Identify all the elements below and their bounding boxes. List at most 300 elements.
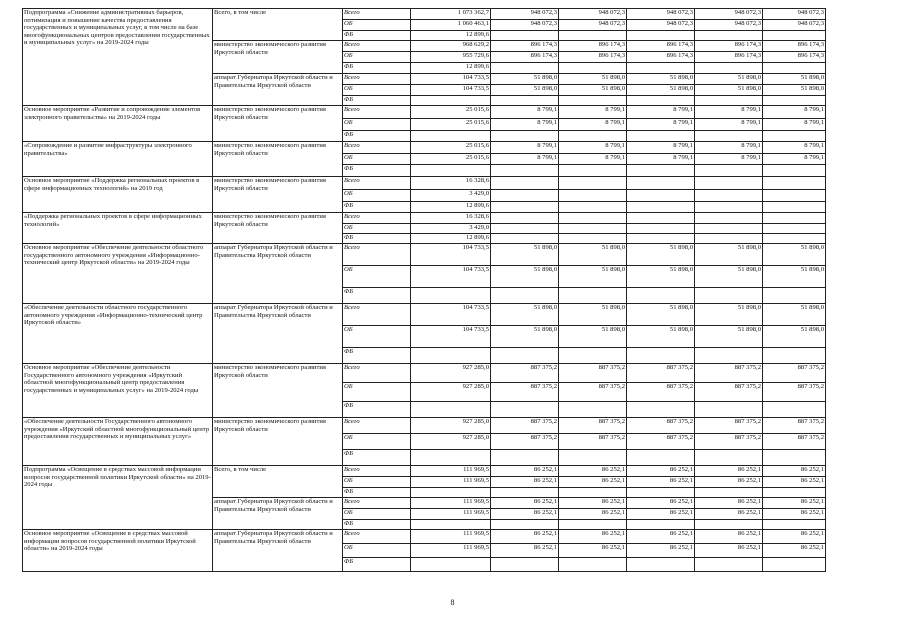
amount-cell: 86 252,1 — [491, 477, 559, 488]
amount-cell — [627, 558, 695, 572]
amount-cell: 86 252,1 — [695, 498, 763, 509]
amount-cell: 955 729,6 — [411, 52, 491, 63]
amount-cell: 51 898,0 — [559, 244, 627, 266]
funding-source-cell: ОБ — [343, 85, 411, 96]
funding-source-cell: Всего — [343, 304, 411, 326]
amount-cell — [627, 488, 695, 498]
funding-source-cell: ФБ — [343, 31, 411, 41]
amount-cell: 927 285,0 — [411, 434, 491, 450]
amount-cell: 51 898,0 — [559, 326, 627, 348]
executor-cell: аппарат Губернатора Иркутской области и Правительства Иркутской области — [213, 498, 343, 530]
amount-cell: 8 799,1 — [559, 106, 627, 119]
amount-cell — [695, 202, 763, 213]
amount-cell: 51 898,0 — [763, 266, 826, 288]
amount-cell: 51 898,0 — [627, 74, 695, 85]
amount-cell — [627, 288, 695, 304]
funding-source-cell: ФБ — [343, 520, 411, 530]
amount-cell: 8 799,1 — [491, 154, 559, 165]
amount-cell: 86 252,1 — [559, 498, 627, 509]
amount-cell: 896 174,3 — [559, 41, 627, 52]
executor-cell: аппарат Губернатора Иркутской области и Правительства Иркутской области — [213, 530, 343, 572]
amount-cell: 86 252,1 — [695, 530, 763, 544]
executor-cell: аппарат Губернатора Иркутской области и Правительства Иркутской области — [213, 244, 343, 304]
amount-cell: 86 252,1 — [627, 498, 695, 509]
amount-cell: 12 899,6 — [411, 31, 491, 41]
executor-cell: министерство экономического развития Иркутской области — [213, 106, 343, 142]
amount-cell: 8 799,1 — [559, 142, 627, 154]
amount-cell: 887 375,2 — [763, 434, 826, 450]
amount-cell — [763, 558, 826, 572]
amount-cell — [559, 131, 627, 142]
table-row — [23, 304, 826, 326]
funding-source-cell: ОБ — [343, 326, 411, 348]
amount-cell: 887 375,2 — [627, 364, 695, 383]
amount-cell: 8 799,1 — [491, 119, 559, 131]
amount-cell — [695, 177, 763, 190]
amount-cell: 927 285,0 — [411, 364, 491, 383]
amount-cell — [491, 348, 559, 364]
amount-cell — [491, 131, 559, 142]
amount-cell — [559, 558, 627, 572]
amount-cell — [491, 288, 559, 304]
amount-cell — [627, 224, 695, 234]
amount-cell: 51 898,0 — [627, 326, 695, 348]
amount-cell — [627, 213, 695, 224]
amount-cell: 51 898,0 — [763, 304, 826, 326]
amount-cell: 12 899,6 — [411, 234, 491, 244]
program-name-cell: Основное мероприятие «Освещение в средствах массовой информации вопросов государственной политики Иркутской области» на 2019-2024 годы — [23, 530, 213, 572]
executor-cell: министерство экономического развития Иркутской области — [213, 142, 343, 177]
amount-cell: 25 015,6 — [411, 106, 491, 119]
amount-cell: 8 799,1 — [491, 142, 559, 154]
amount-cell — [763, 224, 826, 234]
amount-cell — [559, 96, 627, 106]
funding-source-cell: ФБ — [343, 131, 411, 142]
amount-cell — [559, 288, 627, 304]
funding-source-cell: ФБ — [343, 450, 411, 466]
amount-cell: 86 252,1 — [491, 498, 559, 509]
amount-cell: 51 898,0 — [559, 304, 627, 326]
amount-cell: 887 375,2 — [491, 364, 559, 383]
amount-cell — [763, 488, 826, 498]
amount-cell — [559, 31, 627, 41]
amount-cell: 16 328,6 — [411, 177, 491, 190]
amount-cell — [491, 234, 559, 244]
amount-cell: 111 969,5 — [411, 530, 491, 544]
amount-cell — [491, 63, 559, 74]
amount-cell: 887 375,2 — [559, 383, 627, 402]
funding-source-cell: Всего — [343, 498, 411, 509]
amount-cell — [627, 177, 695, 190]
amount-cell: 86 252,1 — [763, 544, 826, 558]
amount-cell: 896 174,3 — [491, 52, 559, 63]
amount-cell — [559, 165, 627, 177]
funding-source-cell: ОБ — [343, 154, 411, 165]
amount-cell — [695, 450, 763, 466]
funding-source-cell: Всего — [343, 9, 411, 20]
amount-cell: 887 375,2 — [491, 383, 559, 402]
amount-cell — [411, 96, 491, 106]
amount-cell: 51 898,0 — [695, 85, 763, 96]
budget-table — [22, 8, 826, 572]
amount-cell: 8 799,1 — [695, 142, 763, 154]
amount-cell — [763, 96, 826, 106]
funding-source-cell: ФБ — [343, 288, 411, 304]
funding-source-cell: Всего — [343, 106, 411, 119]
amount-cell: 86 252,1 — [627, 509, 695, 520]
amount-cell: 86 252,1 — [695, 509, 763, 520]
amount-cell — [491, 202, 559, 213]
amount-cell: 887 375,2 — [695, 434, 763, 450]
amount-cell: 896 174,3 — [695, 52, 763, 63]
amount-cell: 104 733,5 — [411, 266, 491, 288]
amount-cell — [763, 63, 826, 74]
amount-cell — [763, 288, 826, 304]
amount-cell: 8 799,1 — [559, 154, 627, 165]
amount-cell — [763, 202, 826, 213]
table-row — [23, 244, 826, 266]
amount-cell: 896 174,3 — [763, 41, 826, 52]
amount-cell: 1 060 463,1 — [411, 20, 491, 31]
amount-cell: 887 375,2 — [763, 383, 826, 402]
amount-cell: 896 174,3 — [627, 41, 695, 52]
amount-cell — [763, 213, 826, 224]
amount-cell — [559, 63, 627, 74]
amount-cell: 896 174,3 — [763, 52, 826, 63]
amount-cell: 948 072,3 — [695, 9, 763, 20]
amount-cell: 8 799,1 — [763, 154, 826, 165]
amount-cell — [695, 558, 763, 572]
amount-cell — [411, 165, 491, 177]
amount-cell — [627, 450, 695, 466]
amount-cell: 51 898,0 — [491, 326, 559, 348]
amount-cell — [491, 558, 559, 572]
funding-source-cell: ОБ — [343, 544, 411, 558]
amount-cell: 3 429,0 — [411, 224, 491, 234]
amount-cell: 111 969,5 — [411, 498, 491, 509]
amount-cell — [763, 450, 826, 466]
program-name-cell: Подпрограмма «Освещение в средствах массовой информации вопросов государственной политики Иркутской области» на 2019-2024 годы — [23, 466, 213, 530]
amount-cell: 86 252,1 — [559, 509, 627, 520]
amount-cell — [695, 288, 763, 304]
amount-cell — [411, 520, 491, 530]
amount-cell: 8 799,1 — [491, 106, 559, 119]
amount-cell: 51 898,0 — [695, 304, 763, 326]
program-name-cell: Основное мероприятие «Обеспечение деятельности Государственного автономного учреждения «Иркутский областной многофункциональный центр предоставления государственных и муниципальных услуг» на 2019-2024 годы — [23, 364, 213, 418]
amount-cell: 12 899,6 — [411, 202, 491, 213]
amount-cell: 887 375,2 — [763, 418, 826, 434]
amount-cell — [559, 488, 627, 498]
program-name-cell: Подпрограмма «Снижение административных барьеров, оптимизация и повышение качества предоставления государственных и муниципальных услуг, в том числе на базе многофункциональных центров предоставления государственных и муниципальных услуг» на 2019-2024 годы — [23, 9, 213, 106]
program-name-cell: Основное мероприятие «Обеспечение деятельности областного государственного автономного учреждения «Информационно-технический центр Иркутской области» на 2019-2024 годы — [23, 244, 213, 304]
amount-cell: 51 898,0 — [695, 244, 763, 266]
amount-cell: 8 799,1 — [695, 106, 763, 119]
amount-cell: 51 898,0 — [491, 74, 559, 85]
funding-source-cell: ФБ — [343, 348, 411, 364]
amount-cell — [491, 402, 559, 418]
amount-cell: 51 898,0 — [627, 244, 695, 266]
amount-cell — [627, 165, 695, 177]
amount-cell: 104 733,5 — [411, 85, 491, 96]
table-row — [23, 9, 826, 20]
amount-cell: 8 799,1 — [627, 119, 695, 131]
amount-cell: 25 015,6 — [411, 142, 491, 154]
executor-cell: Всего, в том числе — [213, 466, 343, 498]
table-row — [23, 364, 826, 383]
amount-cell: 887 375,2 — [491, 434, 559, 450]
table-row — [23, 530, 826, 544]
amount-cell — [411, 402, 491, 418]
amount-cell — [559, 450, 627, 466]
amount-cell — [695, 165, 763, 177]
amount-cell: 51 898,0 — [695, 74, 763, 85]
amount-cell — [411, 450, 491, 466]
amount-cell: 104 733,5 — [411, 304, 491, 326]
table-row — [23, 106, 826, 119]
amount-cell: 948 072,3 — [559, 20, 627, 31]
amount-cell: 51 898,0 — [695, 326, 763, 348]
executor-cell: министерство экономического развития Иркутской области — [213, 177, 343, 213]
amount-cell: 896 174,3 — [491, 41, 559, 52]
amount-cell — [695, 520, 763, 530]
amount-cell: 51 898,0 — [491, 304, 559, 326]
funding-source-cell: Всего — [343, 466, 411, 477]
funding-source-cell: ОБ — [343, 52, 411, 63]
amount-cell: 8 799,1 — [627, 142, 695, 154]
amount-cell — [491, 224, 559, 234]
funding-source-cell: ОБ — [343, 119, 411, 131]
amount-cell: 86 252,1 — [763, 530, 826, 544]
executor-cell: аппарат Губернатора Иркутской области и Правительства Иркутской области — [213, 304, 343, 364]
budget-table-body — [23, 9, 826, 572]
funding-source-cell: ОБ — [343, 383, 411, 402]
executor-cell: Всего, в том числе — [213, 9, 343, 41]
amount-cell: 86 252,1 — [491, 509, 559, 520]
page-number: 8 — [450, 598, 455, 607]
amount-cell — [695, 31, 763, 41]
amount-cell: 51 898,0 — [491, 244, 559, 266]
funding-source-cell: ОБ — [343, 20, 411, 31]
amount-cell: 887 375,2 — [491, 418, 559, 434]
amount-cell: 896 174,3 — [695, 41, 763, 52]
amount-cell: 51 898,0 — [627, 304, 695, 326]
amount-cell: 887 375,2 — [559, 434, 627, 450]
amount-cell: 86 252,1 — [627, 544, 695, 558]
amount-cell: 948 072,3 — [763, 9, 826, 20]
amount-cell — [411, 488, 491, 498]
amount-cell: 896 174,3 — [627, 52, 695, 63]
amount-cell: 887 375,2 — [695, 418, 763, 434]
funding-source-cell: Всего — [343, 41, 411, 52]
amount-cell — [695, 190, 763, 202]
amount-cell: 8 799,1 — [763, 142, 826, 154]
amount-cell — [559, 224, 627, 234]
executor-cell: министерство экономического развития Иркутской области — [213, 418, 343, 466]
amount-cell — [491, 165, 559, 177]
amount-cell — [411, 558, 491, 572]
amount-cell: 8 799,1 — [695, 154, 763, 165]
amount-cell — [559, 213, 627, 224]
amount-cell — [411, 288, 491, 304]
amount-cell — [627, 520, 695, 530]
amount-cell — [491, 520, 559, 530]
funding-source-cell: ФБ — [343, 96, 411, 106]
amount-cell: 887 375,2 — [627, 418, 695, 434]
amount-cell: 948 072,3 — [763, 20, 826, 31]
amount-cell: 86 252,1 — [627, 477, 695, 488]
amount-cell — [491, 31, 559, 41]
amount-cell — [695, 63, 763, 74]
amount-cell: 51 898,0 — [559, 266, 627, 288]
funding-source-cell: ОБ — [343, 224, 411, 234]
amount-cell: 86 252,1 — [763, 498, 826, 509]
amount-cell: 51 898,0 — [763, 85, 826, 96]
amount-cell: 111 969,5 — [411, 509, 491, 520]
amount-cell — [763, 131, 826, 142]
amount-cell: 3 429,0 — [411, 190, 491, 202]
amount-cell — [491, 177, 559, 190]
program-name-cell: «Сопровождение и развитие инфраструктуры электронного правительства» — [23, 142, 213, 177]
amount-cell — [559, 234, 627, 244]
amount-cell: 86 252,1 — [491, 544, 559, 558]
funding-source-cell: Всего — [343, 213, 411, 224]
amount-cell: 86 252,1 — [491, 466, 559, 477]
amount-cell — [627, 348, 695, 364]
amount-cell: 8 799,1 — [763, 119, 826, 131]
amount-cell — [627, 96, 695, 106]
amount-cell: 104 733,5 — [411, 74, 491, 85]
funding-source-cell: ОБ — [343, 434, 411, 450]
table-row — [23, 213, 826, 224]
amount-cell — [627, 131, 695, 142]
funding-source-cell: ФБ — [343, 488, 411, 498]
funding-source-cell: Всего — [343, 142, 411, 154]
amount-cell — [627, 63, 695, 74]
funding-source-cell: Всего — [343, 74, 411, 85]
program-name-cell: Основное мероприятие «Поддержка региональных проектов в сфере информационных технологий» на 2019 год — [23, 177, 213, 213]
funding-source-cell: ФБ — [343, 202, 411, 213]
amount-cell: 948 072,3 — [491, 9, 559, 20]
amount-cell — [559, 202, 627, 213]
table-row — [23, 177, 826, 190]
amount-cell: 948 072,3 — [559, 9, 627, 20]
amount-cell — [491, 96, 559, 106]
funding-source-cell: Всего — [343, 177, 411, 190]
amount-cell: 927 285,0 — [411, 383, 491, 402]
amount-cell: 51 898,0 — [763, 326, 826, 348]
funding-source-cell: ФБ — [343, 234, 411, 244]
amount-cell: 111 969,5 — [411, 466, 491, 477]
amount-cell: 51 898,0 — [559, 85, 627, 96]
amount-cell: 51 898,0 — [491, 85, 559, 96]
amount-cell: 927 285,0 — [411, 418, 491, 434]
amount-cell: 16 328,6 — [411, 213, 491, 224]
amount-cell: 51 898,0 — [627, 85, 695, 96]
amount-cell: 86 252,1 — [695, 466, 763, 477]
amount-cell: 86 252,1 — [627, 530, 695, 544]
amount-cell: 104 733,5 — [411, 244, 491, 266]
amount-cell: 86 252,1 — [559, 530, 627, 544]
amount-cell: 887 375,2 — [695, 383, 763, 402]
program-name-cell: «Обеспечение деятельности областного государственного автономного учреждения «Информационно-технический центр Иркутской области» — [23, 304, 213, 364]
program-name-cell: «Обеспечение деятельности Государственного автономного учреждения «Иркутский областной многофункциональный центр предоставления государственных и муниципальных услуг» — [23, 418, 213, 466]
amount-cell: 86 252,1 — [491, 530, 559, 544]
amount-cell: 887 375,2 — [763, 364, 826, 383]
amount-cell: 51 898,0 — [763, 74, 826, 85]
amount-cell — [695, 96, 763, 106]
amount-cell: 86 252,1 — [559, 477, 627, 488]
amount-cell: 948 072,3 — [491, 20, 559, 31]
table-row — [23, 418, 826, 434]
amount-cell: 86 252,1 — [695, 544, 763, 558]
funding-source-cell: ОБ — [343, 266, 411, 288]
executor-cell: министерство экономического развития Иркутской области — [213, 41, 343, 74]
amount-cell — [627, 190, 695, 202]
amount-cell — [695, 224, 763, 234]
amount-cell: 51 898,0 — [763, 244, 826, 266]
amount-cell: 104 733,5 — [411, 326, 491, 348]
amount-cell: 51 898,0 — [627, 266, 695, 288]
table-row — [23, 142, 826, 154]
amount-cell — [411, 131, 491, 142]
amount-cell: 25 015,6 — [411, 154, 491, 165]
amount-cell: 8 799,1 — [627, 154, 695, 165]
amount-cell: 8 799,1 — [763, 106, 826, 119]
executor-cell: министерство экономического развития Иркутской области — [213, 213, 343, 244]
funding-source-cell: ОБ — [343, 190, 411, 202]
amount-cell: 25 015,6 — [411, 119, 491, 131]
funding-source-cell: Всего — [343, 244, 411, 266]
amount-cell — [763, 402, 826, 418]
funding-source-cell: ФБ — [343, 558, 411, 572]
amount-cell: 896 174,3 — [559, 52, 627, 63]
amount-cell — [763, 520, 826, 530]
amount-cell: 887 375,2 — [695, 364, 763, 383]
amount-cell: 887 375,2 — [627, 434, 695, 450]
amount-cell — [627, 202, 695, 213]
amount-cell — [695, 131, 763, 142]
amount-cell — [559, 177, 627, 190]
amount-cell: 111 969,5 — [411, 477, 491, 488]
amount-cell — [763, 31, 826, 41]
amount-cell — [695, 402, 763, 418]
amount-cell — [559, 348, 627, 364]
amount-cell: 887 375,2 — [559, 418, 627, 434]
amount-cell: 8 799,1 — [627, 106, 695, 119]
amount-cell: 887 375,2 — [627, 383, 695, 402]
amount-cell: 86 252,1 — [763, 509, 826, 520]
amount-cell: 968 629,2 — [411, 41, 491, 52]
funding-source-cell: ФБ — [343, 402, 411, 418]
funding-source-cell: ФБ — [343, 63, 411, 74]
amount-cell — [559, 520, 627, 530]
amount-cell: 86 252,1 — [695, 477, 763, 488]
amount-cell — [559, 402, 627, 418]
funding-source-cell: ОБ — [343, 477, 411, 488]
amount-cell — [491, 450, 559, 466]
amount-cell: 948 072,3 — [627, 9, 695, 20]
amount-cell — [763, 165, 826, 177]
amount-cell: 51 898,0 — [695, 266, 763, 288]
amount-cell: 1 073 362,7 — [411, 9, 491, 20]
amount-cell — [491, 190, 559, 202]
program-name-cell: «Поддержка региональных проектов в сфере информационных технологий» — [23, 213, 213, 244]
amount-cell — [627, 402, 695, 418]
amount-cell: 86 252,1 — [559, 466, 627, 477]
amount-cell: 8 799,1 — [559, 119, 627, 131]
funding-source-cell: ФБ — [343, 165, 411, 177]
amount-cell — [627, 234, 695, 244]
